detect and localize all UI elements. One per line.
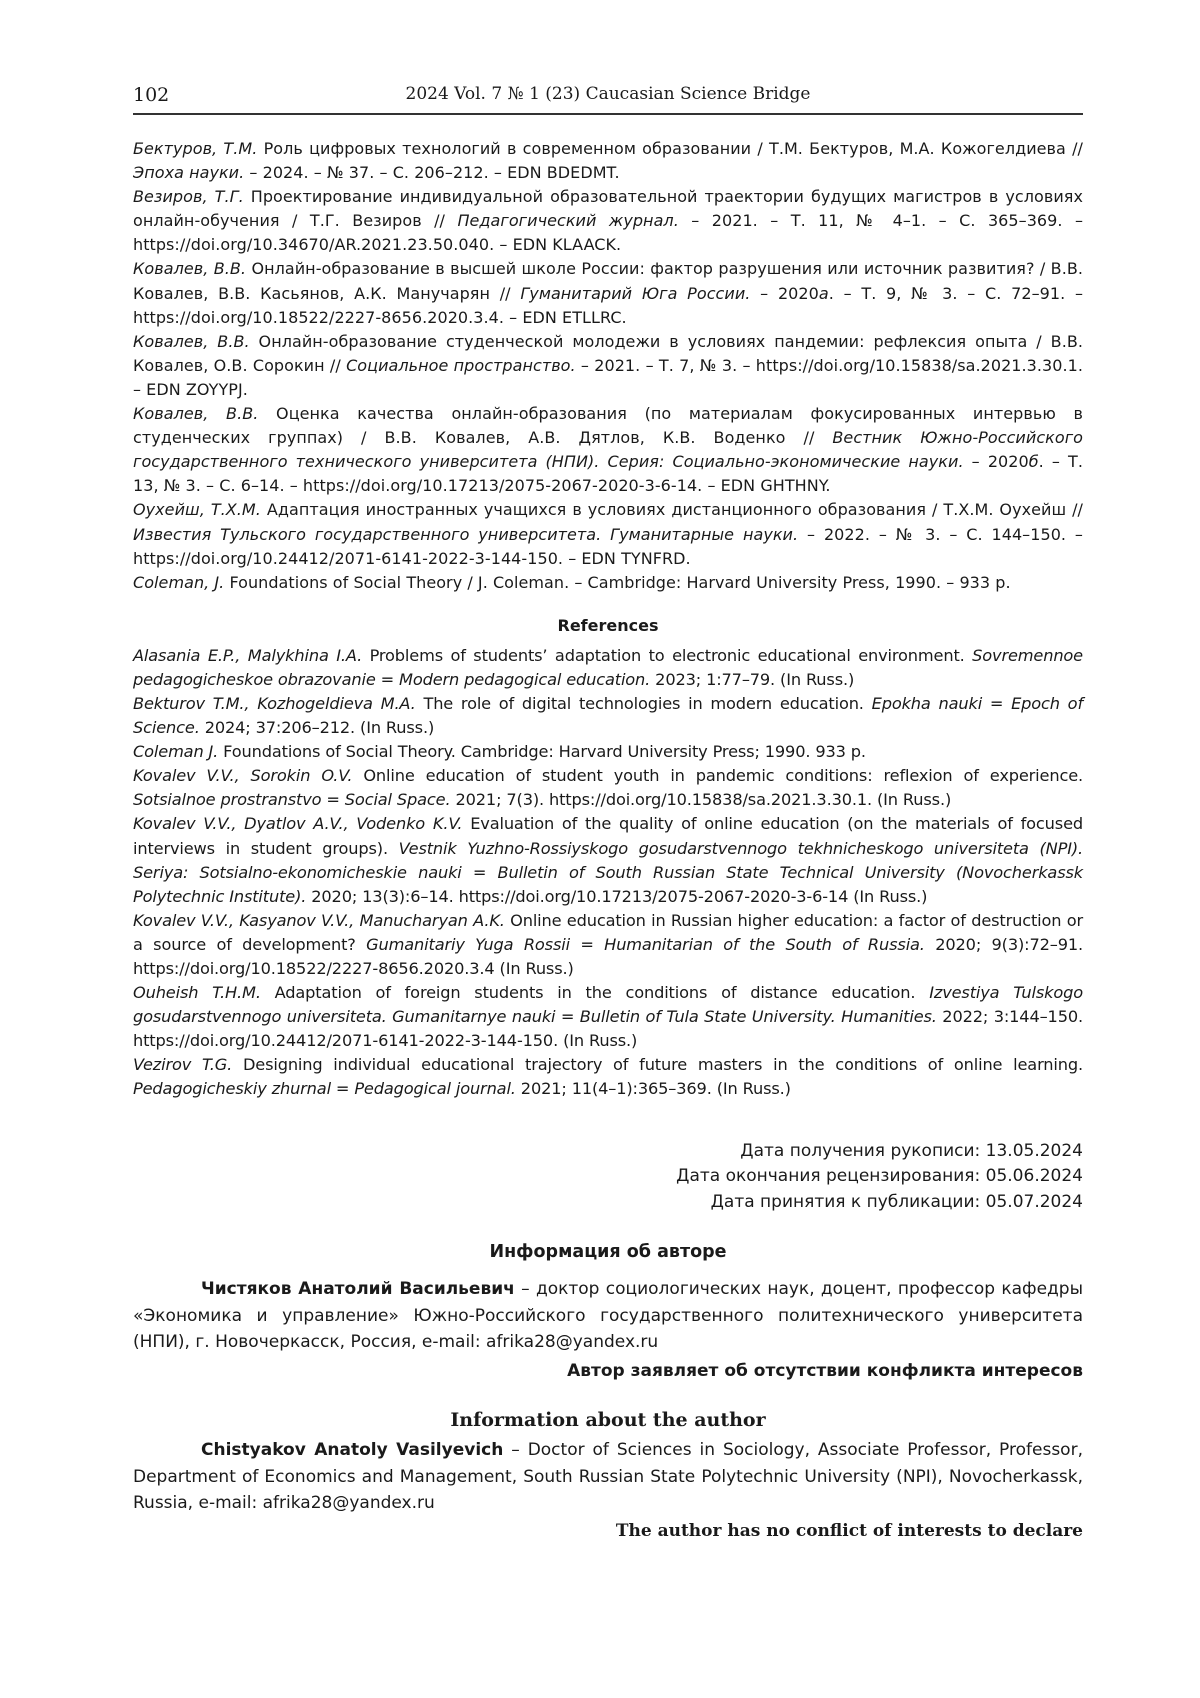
- ref-source: Epokha nauki = Epoch of Science.: [133, 693, 1083, 738]
- references-list-en: [133, 644, 1083, 1102]
- ref-source: Pedagogicheskiy zhurnal = Pedagogical journal.: [133, 1079, 516, 1099]
- ref-text: 2024; 37:206–212. (In Russ.): [199, 718, 435, 738]
- ref-text: Онлайн-образование в высшей школе России: фактор разрушения или источник развития? / В.В. Ковалев, В.В. Касьянов, А.К. Манучарян //: [133, 259, 1083, 303]
- ref-text: – 2020: [750, 283, 819, 303]
- ref-year-suffix: б: [1028, 452, 1039, 472]
- ref-text: Problems of students’ adaptation to electronic educational environment.: [362, 645, 973, 665]
- ref-text: Адаптация иностранных учащихся в условиях дистанционного образования / Т.Х.М. Оухейш //: [260, 500, 1083, 520]
- author-info-heading-ru: Информация об авторе: [489, 1242, 727, 1263]
- reference-item: [133, 644, 1083, 692]
- ref-text: Онлайн-образование студенческой молодежи в условиях пандемии: рефлексия опыта / В.В. Ковалев, О.В. Сорокин //: [133, 331, 1083, 375]
- ref-author: Coleman J.: [133, 742, 219, 762]
- ref-author: Везиров, Т.Г.: [133, 187, 244, 207]
- ref-author: Ouheish T.H.M.: [133, 983, 261, 1003]
- literature-item: [133, 402, 1083, 498]
- ref-author: Vezirov T.G.: [133, 1055, 233, 1075]
- reference-item: [133, 764, 1083, 812]
- ref-text: Foundations of Social Theory / J. Coleman. – Cambridge: Harvard University Press, 1990. – 933 p.: [224, 572, 1011, 592]
- ref-author: Ковалев, В.В.: [133, 331, 250, 351]
- ref-author: Kovalev V.V., Sorokin O.V.: [133, 766, 353, 786]
- ref-text: The role of digital technologies in modern education.: [415, 693, 872, 713]
- ref-source: Sotsialnoe prostranstvo = Social Space.: [133, 790, 451, 810]
- ref-text: 2021; 7(3). https://doi.org/10.15838/sa.2021.3.30.1. (In Russ.): [450, 790, 952, 810]
- literature-item: [133, 498, 1083, 570]
- ref-text: – 2020: [963, 452, 1029, 472]
- author-info-en: [133, 1437, 1083, 1517]
- ref-author: Kovalev V.V., Dyatlov A.V., Vodenko K.V.: [133, 814, 463, 834]
- author-description-ru: – доктор социологических наук, доцент, профессор кафедры «Экономика и управление» Южно-Российского государственного политехнического университета (НПИ), г. Новочеркасск, Россия, e-mail: afrika28@yandex.ru: [133, 1279, 1083, 1353]
- ref-text: 2023; 1:77–79. (In Russ.): [650, 669, 855, 689]
- date-reviewed: Дата окончания рецензирования: 05.06.2024: [676, 1166, 1083, 1187]
- ref-author: Bekturov T.M., Kozhogeldieva M.A.: [133, 693, 416, 713]
- reference-item: [133, 692, 1083, 740]
- ref-source: Gumanitariy Yuga Rossii = Humanitarian of the South of Russia.: [366, 934, 925, 954]
- ref-author: Ковалев, В.В.: [133, 404, 259, 424]
- ref-source: Izvestiya Tulskogo gosudarstvennogo universiteta. Gumanitarnye nauki = Bulletin of Tula State University. Humanities.: [133, 983, 1083, 1027]
- ref-text: Evaluation of the quality of online education (on the materials of focused interviews in student groups).: [133, 814, 1084, 858]
- ref-text: Оценка качества онлайн-образования (по материалам фокусированных интервью в студенческих группах) / В.В. Ковалев, А.В. Дятлов, К.В. Воденко //: [133, 404, 1083, 448]
- author-description-en: – Doctor of Sciences in Sociology, Associate Professor, Professor, Department of Economics and Management, South Russian State Polytechnic University (NPI), Novocherkassk, Russia, e-mail: afrika28@yandex.ru: [133, 1440, 1083, 1514]
- page-number: 102: [133, 84, 170, 106]
- ref-author: Оухейш, Т.Х.М.: [133, 500, 261, 520]
- ref-source: Sovremennoe pedagogicheskoe obrazovanie = Modern pedagogical education.: [133, 645, 1083, 689]
- ref-text: Роль цифровых технологий в современном образовании / Т.М. Бектуров, М.А. Кожогелдиева //: [257, 139, 1083, 158]
- ref-source: Эпоха науки.: [133, 163, 245, 183]
- ref-text: – 2021. – Т. 11, № 4–1. – С. 365–369. – https://doi.org/10.34670/AR.2021.23.50.040. – EDN KLAACK.: [133, 211, 1083, 255]
- references-heading: References: [557, 615, 659, 635]
- author-info-heading-en: Information about the author: [450, 1409, 766, 1432]
- ref-source: Социальное пространство.: [346, 355, 576, 375]
- ref-author: Ковалев, В.В.: [133, 259, 247, 279]
- ref-text: – 2021. – Т. 7, № 3. – https://doi.org/10.15838/sa.2021.3.30.1. – EDN ZOYYPJ.: [133, 355, 1084, 399]
- ref-text: Online education of student youth in pandemic conditions: reflexion of experience.: [352, 766, 1084, 786]
- literature-list-ru: [133, 137, 1083, 595]
- ref-source: Vestnik Yuzhno-Rossiyskogo gosudarstvennogo tekhnicheskogo universiteta (NPI). Seriya: Sotsialno-ekonomicheskie nauki = Bulletin of South Russian State Technical University (Novocherkassk Polytechnic Institute).: [133, 838, 1083, 906]
- ref-text: Adaptation of foreign students in the conditions of distance education.: [260, 983, 930, 1003]
- date-received: Дата получения рукописи: 13.05.2024: [740, 1140, 1083, 1161]
- ref-author: Kovalev V.V., Kasyanov V.V., Manucharyan A.K.: [133, 910, 505, 930]
- ref-source: Известия Тульского государственного университета. Гуманитарные науки.: [133, 524, 799, 544]
- author-name-ru: Чистяков Анатолий Васильевич: [201, 1279, 515, 1300]
- literature-item: [133, 257, 1083, 329]
- ref-year-suffix: а: [818, 283, 829, 303]
- reference-item: [133, 909, 1083, 981]
- literature-item: [133, 571, 1083, 595]
- manuscript-dates: [133, 1139, 1083, 1216]
- ref-author: Coleman, J.: [133, 572, 225, 592]
- ref-author: Alasania E.P., Malykhina I.A.: [133, 645, 363, 665]
- ref-text: Online education in Russian higher education: a factor of destruction or a source of development?: [133, 910, 1083, 954]
- ref-text: . – Т. 13, № 3. – С. 6–14. – https://doi.org/10.17213/2075-2067-2020-3-6-14. – EDN GHTHNY.: [133, 452, 1083, 496]
- conflict-statement-ru: Автор заявляет об отсутствии конфликта интересов: [567, 1360, 1083, 1381]
- literature-item: [133, 330, 1083, 402]
- reference-item: [133, 812, 1083, 908]
- literature-item: [133, 137, 1083, 185]
- ref-text: 2020; 13(3):6–14. https://doi.org/10.17213/2075-2067-2020-3-6-14 (In Russ.): [306, 886, 928, 906]
- ref-source: Вестник Южно-Российского государственного технического университета (НПИ). Серия: Социально-экономические науки.: [133, 428, 1084, 472]
- author-name-en: Chistyakov Anatoly Vasilyevich: [201, 1440, 504, 1461]
- reference-item: [133, 740, 1083, 764]
- ref-text: Foundations of Social Theory. Cambridge: Harvard University Press; 1990. 933 p.: [218, 742, 866, 762]
- ref-text: 2022; 3:144–150. https://doi.org/10.24412/2071-6141-2022-3-144-150. (In Russ.): [133, 1007, 1083, 1051]
- article-body: [133, 137, 1083, 1544]
- ref-text: 2020; 9(3):72–91. https://doi.org/10.18522/2227-8656.2020.3.4 (In Russ.): [133, 934, 1084, 978]
- ref-author: Бектуров, Т.М.: [133, 139, 258, 158]
- journal-title: 2024 Vol. 7 № 1 (23) Caucasian Science Bridge: [405, 84, 811, 104]
- reference-item: [133, 1053, 1083, 1101]
- ref-source: Гуманитарий Юга России.: [520, 283, 751, 303]
- ref-text: 2021; 11(4–1):365–369. (In Russ.): [515, 1079, 791, 1099]
- ref-text: – 2022. – № 3. – С. 144–150. – https://doi.org/10.24412/2071-6141-2022-3-144-150. – EDN TYNFRD.: [133, 524, 1083, 568]
- ref-text: Проектирование индивидуальной образовательной траектории будущих магистров в условиях онлайн-обучения / Т.Г. Везиров //: [133, 187, 1083, 231]
- ref-text: Designing individual educational trajectory of future masters in the conditions of online learning.: [232, 1055, 1083, 1075]
- page-header: [133, 80, 1083, 115]
- date-accepted: Дата принятия к публикации: 05.07.2024: [710, 1191, 1083, 1212]
- ref-source: Педагогический журнал.: [457, 211, 679, 231]
- literature-item: [133, 185, 1083, 257]
- author-info-ru: [133, 1276, 1083, 1356]
- ref-text: . – Т. 9, № 3. – С. 72–91. – https://doi.org/10.18522/2227-8656.2020.3.4. – EDN ETLLRC.: [133, 283, 1083, 327]
- reference-item: [133, 981, 1083, 1053]
- ref-text: – 2024. – № 37. – С. 206–212. – EDN BDEDMT.: [244, 163, 620, 183]
- conflict-statement-en: The author has no conflict of interests to declare: [615, 1520, 1083, 1541]
